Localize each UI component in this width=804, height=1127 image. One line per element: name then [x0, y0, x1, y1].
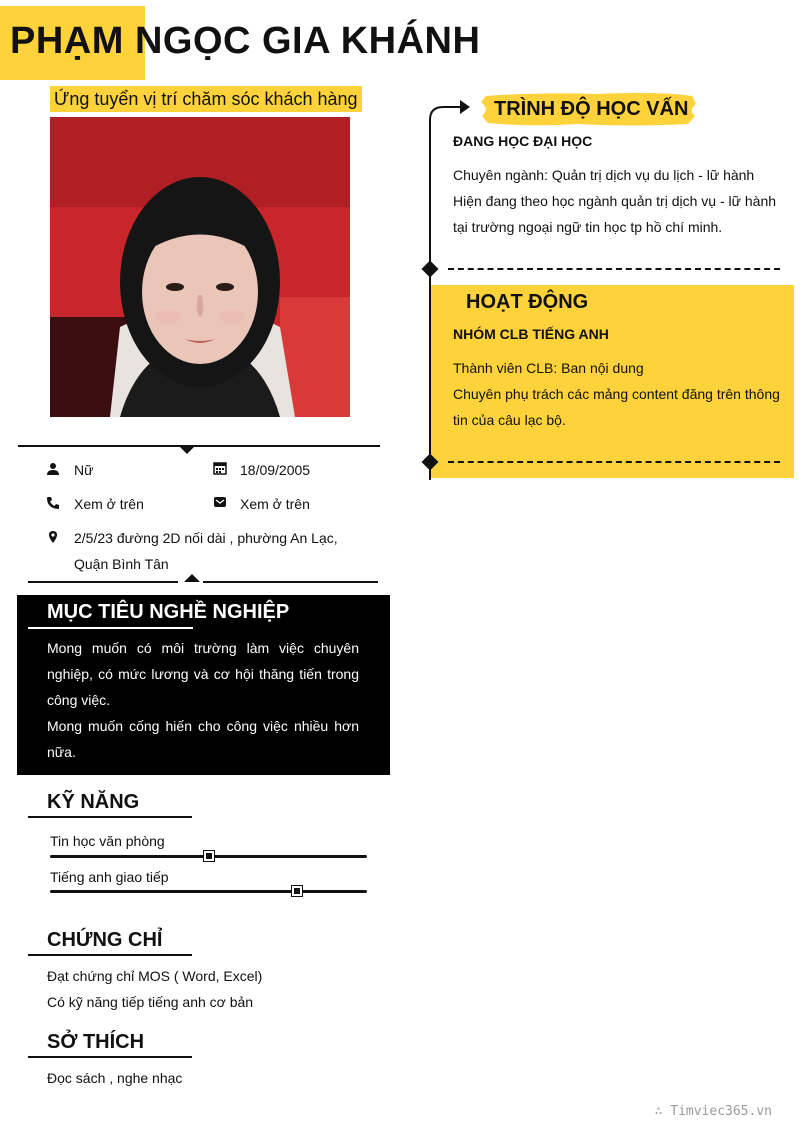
gender-value: Nữ	[74, 462, 94, 478]
skill-bar	[50, 890, 367, 893]
calendar-icon	[213, 461, 227, 480]
activities-details	[453, 355, 785, 433]
education-title: TRÌNH ĐỘ HỌC VẤN	[494, 98, 689, 120]
certificates-list	[47, 963, 262, 1015]
location-pin-icon	[46, 530, 60, 549]
skills-title: KỸ NĂNG	[47, 791, 140, 813]
skill-level-marker	[203, 850, 215, 862]
watermark: ∴ Timviec365.vn	[654, 1104, 772, 1119]
address-line-2: Quận Bình Tân	[74, 556, 169, 572]
education-subtitle: ĐANG HỌC ĐẠI HỌC	[453, 133, 593, 149]
certificate-item: Có kỹ năng tiếp tiếng anh cơ bản	[47, 994, 254, 1010]
hobbies-title: SỞ THÍCH	[47, 1031, 145, 1053]
email-value: Xem ở trên	[240, 496, 310, 512]
hobbies-underline	[28, 1056, 192, 1058]
objective-text	[47, 635, 359, 765]
objective-line: Mong muốn cống hiến cho công việc nhiều hơn	[47, 718, 359, 734]
phone-icon	[46, 496, 60, 515]
certificates-title: CHỨNG CHỈ	[47, 929, 163, 951]
skills-underline	[28, 816, 192, 818]
divider	[28, 581, 178, 583]
divider-arrow	[179, 446, 195, 454]
candidate-name: PHẠM NGỌC GIA KHÁNH	[10, 20, 481, 62]
person-icon	[46, 462, 60, 481]
activity-line: tin của câu lạc bộ.	[453, 412, 566, 428]
activity-line: Chuyên phụ trách các mảng content đăng trên thông	[453, 386, 780, 402]
activity-line: Thành viên CLB: Ban nội dung	[453, 360, 644, 376]
skill-label: Tiếng anh giao tiếp	[50, 869, 169, 885]
education-line: Hiện đang theo học ngành quản trị dịch vụ - lữ hành	[453, 193, 777, 209]
applied-position: Ứng tuyển vị trí chăm sóc khách hàng	[50, 86, 362, 112]
divider-arrow	[184, 574, 200, 582]
objective-line: công việc.	[47, 692, 111, 708]
education-line: tại trường ngoại ngữ tin học tp hồ chí minh.	[453, 219, 723, 235]
divider	[18, 445, 380, 447]
objective-line: nữa.	[47, 744, 76, 760]
certificate-item: Đạt chứng chỉ MOS ( Word, Excel)	[47, 968, 263, 984]
divider	[203, 581, 378, 583]
objective-line: Mong muốn có môi trường làm việc chuyên	[47, 640, 359, 656]
skill-level-marker	[291, 885, 303, 897]
dashed-separator	[448, 461, 780, 463]
hobbies-text: Đọc sách , nghe nhạc	[47, 1070, 183, 1086]
objective-line: nghiệp, có mức lương và cơ hội thăng tiến trong	[47, 666, 359, 682]
activities-subtitle: NHÓM CLB TIẾNG ANH	[453, 326, 609, 342]
skill-bar	[50, 855, 367, 858]
profile-photo	[50, 117, 350, 417]
education-details	[453, 162, 783, 240]
objective-underline	[28, 627, 193, 629]
skill-label: Tin học văn phòng	[50, 833, 165, 849]
education-line: Chuyên ngành: Quản trị dịch vụ du lịch - lữ hành	[453, 167, 755, 183]
email-icon	[213, 495, 227, 514]
activities-title: HOẠT ĐỘNG	[466, 291, 589, 313]
birthday-value: 18/09/2005	[240, 462, 311, 478]
phone-value: Xem ở trên	[74, 496, 144, 512]
dashed-separator	[448, 268, 780, 270]
certificates-underline	[28, 954, 192, 956]
address-line-1: 2/5/23 đường 2D nối dài , phường An Lạc,	[74, 530, 338, 546]
objective-title: MỤC TIÊU NGHỀ NGHIỆP	[47, 601, 290, 623]
